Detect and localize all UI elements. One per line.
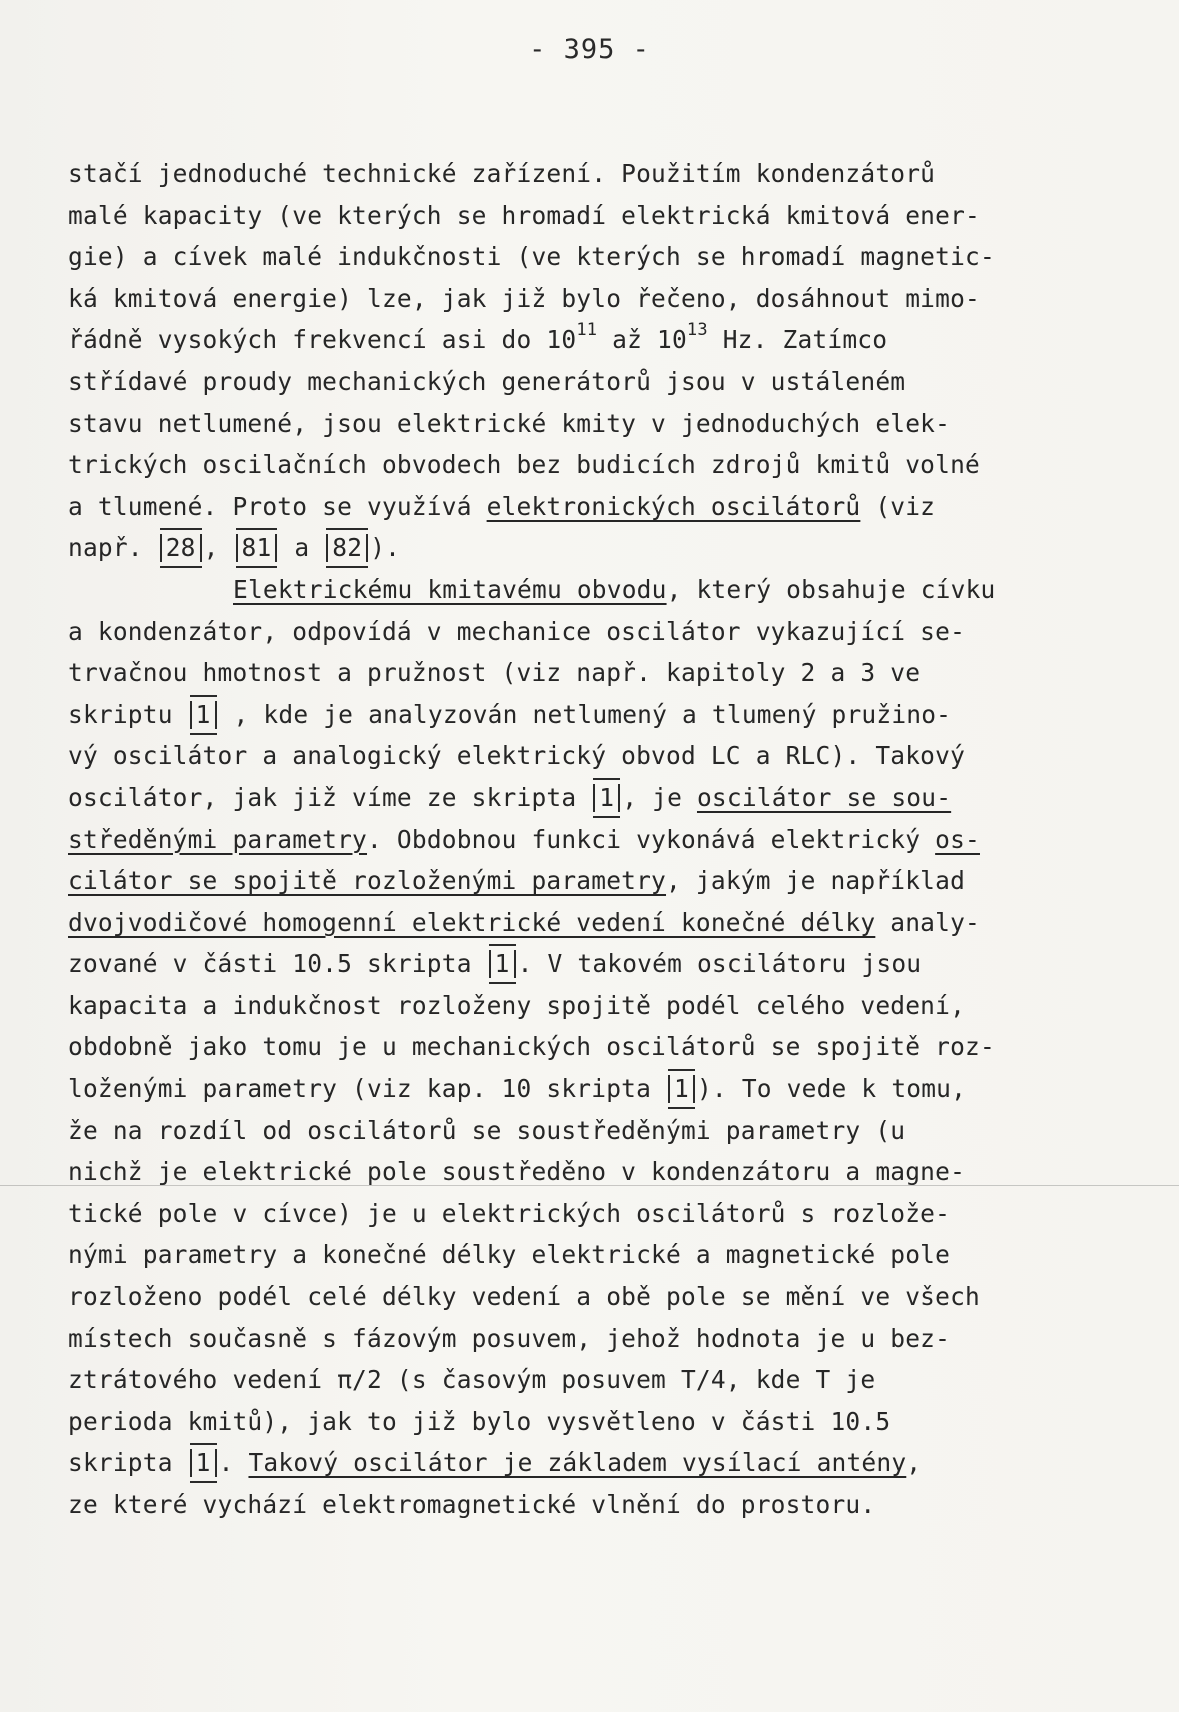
text-segment: nichž je elektrické pole soustředěno v kondenzátoru a magne- (68, 1157, 966, 1187)
text-line (68, 777, 1138, 819)
text-segment: ). To vede k tomu, (696, 1074, 967, 1104)
text-segment: , je (622, 782, 697, 812)
text-segment: . V takovém oscilátoru jsou (517, 949, 922, 979)
text-line (68, 943, 1138, 985)
text-segment: např. (68, 533, 158, 563)
text-segment: , (906, 1448, 922, 1478)
text-line (68, 694, 1138, 736)
text-line (68, 1359, 1138, 1401)
text-segment: malé kapacity (ve kterých se hromadí elektrická kmitová ener- (68, 200, 980, 230)
underlined-term: Takový oscilátor je základem vysílací antény (248, 1448, 907, 1478)
text-segment: loženými parametry (viz kap. 10 skripta (68, 1074, 667, 1104)
text-line (68, 611, 1138, 653)
text-segment: a (279, 533, 325, 563)
text-segment: až 10 (597, 325, 687, 355)
underlined-term: Elektrickému kmitavému obvodu (233, 574, 667, 604)
underlined-term: středěnými parametry (68, 824, 368, 854)
text-segment: vý oscilátor a analogický elektrický obvod LC a RLC). Takový (68, 741, 966, 771)
text-segment: stačí jednoduché technické zařízení. Použitím kondenzátorů (68, 159, 936, 188)
text-line (68, 819, 1138, 861)
text-segment: zované v části 10.5 skripta (68, 949, 487, 979)
text-segment: místech současně s fázovým posuvem, jehož hodnota je u bez- (68, 1323, 951, 1353)
text-line (68, 236, 1138, 278)
exponent: 11 (576, 320, 598, 341)
exponent: 13 (686, 320, 708, 341)
text-segment: . (218, 1448, 249, 1478)
text-segment: , (203, 533, 234, 563)
text-segment: skriptu (68, 699, 188, 729)
text-segment: trvačnou hmotnost a pružnost (viz např. kapitoly 2 a 3 ve (68, 658, 921, 688)
reference-bracket: 1 (593, 784, 620, 812)
text-line (68, 1068, 1138, 1110)
text-line (68, 902, 1138, 944)
text-line (68, 195, 1138, 237)
text-line (68, 1234, 1138, 1276)
text-segment: obdobně jako tomu je u mechanických oscilátorů se spojitě roz- (68, 1032, 995, 1062)
body-text (68, 153, 1138, 1526)
text-segment: ká kmitová energie) lze, jak již bylo řečeno, dosáhnout mimo- (68, 283, 980, 313)
text-segment: tické pole v cívce) je u elektrických oscilátorů s rozlože- (68, 1198, 951, 1228)
text-line (68, 153, 1138, 195)
text-segment: (viz (860, 491, 936, 521)
text-line (68, 403, 1138, 445)
text-line (68, 1318, 1138, 1360)
text-line (68, 1110, 1138, 1152)
text-segment: ). (370, 533, 401, 563)
text-segment: trických oscilačních obvodech bez budicích zdrojů kmitů volné (68, 450, 980, 480)
reference-bracket: 1 (668, 1075, 695, 1103)
text-segment: že na rozdíl od oscilátorů se soustředěnými parametry (u (68, 1115, 906, 1145)
text-segment: nými parametry a konečné délky elektrické a magnetické pole (68, 1240, 951, 1270)
text-segment: analy- (875, 907, 980, 937)
text-segment: gie) a cívek malé indukčnosti (ve kterých se hromadí magnetic- (68, 242, 995, 272)
underlined-term: cilátor se spojitě rozloženými parametry (68, 866, 667, 896)
text-line (68, 652, 1138, 694)
text-line (68, 444, 1138, 486)
text-segment: a kondenzátor, odpovídá v mechanice oscilátor vykazující se- (68, 616, 966, 646)
text-line (68, 569, 1138, 611)
text-segment: perioda kmitů), jak to již bylo vysvětleno v části 10.5 (68, 1406, 891, 1436)
text-segment: oscilátor, jak již víme ze skripta (68, 782, 592, 812)
underlined-term: elektronických oscilátorů (486, 491, 861, 521)
text-line (68, 1442, 1138, 1484)
reference-bracket: 28 (160, 534, 202, 562)
text-segment: skripta (68, 1448, 188, 1478)
underlined-term: oscilátor se sou- (696, 782, 952, 812)
text-line (68, 1026, 1138, 1068)
scan-artifact-line (0, 1185, 1179, 1186)
text-segment: kapacita a indukčnost rozloženy spojitě podél celého vedení, (68, 990, 966, 1020)
underlined-term: dvojvodičové homogenní elektrické vedení konečné délky (68, 907, 876, 937)
text-line (68, 1401, 1138, 1443)
text-segment: , který obsahuje cívku (666, 574, 996, 604)
text-line (68, 1484, 1138, 1526)
text-line (68, 361, 1138, 403)
reference-bracket: 81 (236, 534, 278, 562)
text-line (68, 486, 1138, 528)
text-segment: . Obdobnou funkci vykonává elektrický (367, 824, 936, 854)
reference-bracket: 82 (326, 534, 368, 562)
text-line (68, 735, 1138, 777)
reference-bracket: 1 (190, 1449, 217, 1477)
text-line (68, 1276, 1138, 1318)
text-line (68, 527, 1138, 569)
underlined-term: os- (935, 824, 980, 854)
text-segment: rozloženo podél celé délky vedení a obě pole se mění ve všech (68, 1282, 980, 1312)
page-number: - 395 - (529, 34, 650, 65)
text-line (68, 278, 1138, 320)
text-segment: ztrátového vedení π/2 (s časovým posuvem T/4, kde T je (68, 1365, 876, 1395)
text-line (68, 319, 1138, 361)
reference-bracket: 1 (489, 950, 516, 978)
text-line (68, 860, 1138, 902)
text-segment: Hz. Zatímco (707, 325, 888, 355)
text-segment: stavu netlumené, jsou elektrické kmity v jednoduchých elek- (68, 408, 951, 438)
text-segment: řádně vysokých frekvencí asi do 10 (68, 325, 577, 355)
text-segment: , kde je analyzován netlumený a tlumený pružino- (218, 699, 952, 729)
text-line (68, 1193, 1138, 1235)
text-segment: a tlumené. Proto se využívá (68, 491, 487, 521)
text-segment: střídavé proudy mechanických generátorů jsou v ustáleném (68, 366, 906, 396)
text-line (68, 1151, 1138, 1193)
text-segment: , jakým je například (666, 866, 966, 896)
text-line (68, 985, 1138, 1027)
reference-bracket: 1 (190, 701, 217, 729)
text-segment: ze které vychází elektromagnetické vlnění do prostoru. (68, 1490, 876, 1519)
